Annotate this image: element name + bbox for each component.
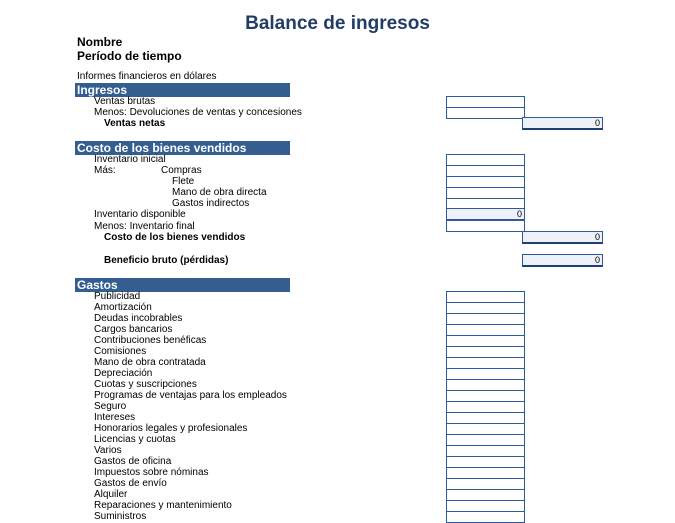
available-inventory-label: Inventario disponible: [94, 209, 186, 220]
beginning-inventory-label: Inventario inicial: [94, 154, 166, 165]
expenses-section-header: Gastos: [75, 278, 290, 292]
expense-label: Suministros: [94, 511, 147, 522]
expense-label: Depreciación: [94, 368, 153, 379]
expense-label: Intereses: [94, 412, 136, 423]
expense-label: Publicidad: [94, 291, 141, 302]
name-label: Nombre: [77, 35, 123, 49]
returns-input[interactable]: [446, 107, 525, 119]
cogs-total-label: Costo de los bienes vendidos: [104, 232, 246, 243]
expense-label: Programas de ventajas para los empleados: [94, 390, 287, 401]
period-label: Período de tiempo: [77, 49, 182, 63]
plus-label: Más:: [94, 165, 116, 176]
expense-label: Mano de obra contratada: [94, 357, 206, 368]
gross-profit-total: 0: [522, 254, 603, 267]
net-sales-label: Ventas netas: [104, 118, 166, 129]
expense-label: Gastos de envío: [94, 478, 167, 489]
expense-label: Varios: [94, 445, 122, 456]
expense-label: Comisiones: [94, 346, 147, 357]
ending-inventory-input[interactable]: [446, 220, 525, 232]
freight-label: Flete: [172, 176, 195, 187]
page-title: Balance de ingresos: [245, 13, 430, 34]
expense-label: Gastos de oficina: [94, 456, 172, 467]
expense-label: Cargos bancarios: [94, 324, 173, 335]
cogs-total: 0: [522, 231, 603, 244]
expense-label: Contribuciones benéficas: [94, 335, 207, 346]
expense-label: Deudas incobrables: [94, 313, 183, 324]
currency-note: Informes financieros en dólares: [77, 71, 217, 82]
expense-label: Cuotas y suscripciones: [94, 379, 197, 390]
available-inventory-subtotal: 0: [446, 208, 525, 220]
ending-inventory-label: Menos: Inventario final: [94, 221, 195, 232]
expense-label: Amortización: [94, 302, 152, 313]
returns-label: Menos: Devoluciones de ventas y concesiones: [94, 107, 302, 118]
expense-label: Impuestos sobre nóminas: [94, 467, 209, 478]
income-section-header: Ingresos: [75, 83, 290, 97]
expense-input[interactable]: [446, 511, 525, 523]
expense-label: Alquiler: [94, 489, 128, 500]
cogs-section-header: Costo de los bienes vendidos: [75, 141, 290, 155]
purchases-label: Compras: [161, 165, 202, 176]
net-sales-total: 0: [522, 117, 603, 130]
gross-profit-label: Beneficio bruto (pérdidas): [104, 255, 229, 266]
direct-labor-label: Mano de obra directa: [172, 187, 267, 198]
expense-label: Seguro: [94, 401, 127, 412]
expense-label: Reparaciones y mantenimiento: [94, 500, 232, 511]
expense-label: Honorarios legales y profesionales: [94, 423, 248, 434]
expense-label: Licencias y cuotas: [94, 434, 176, 445]
gross-sales-label: Ventas brutas: [94, 96, 156, 107]
overhead-label: Gastos indirectos: [172, 198, 250, 209]
